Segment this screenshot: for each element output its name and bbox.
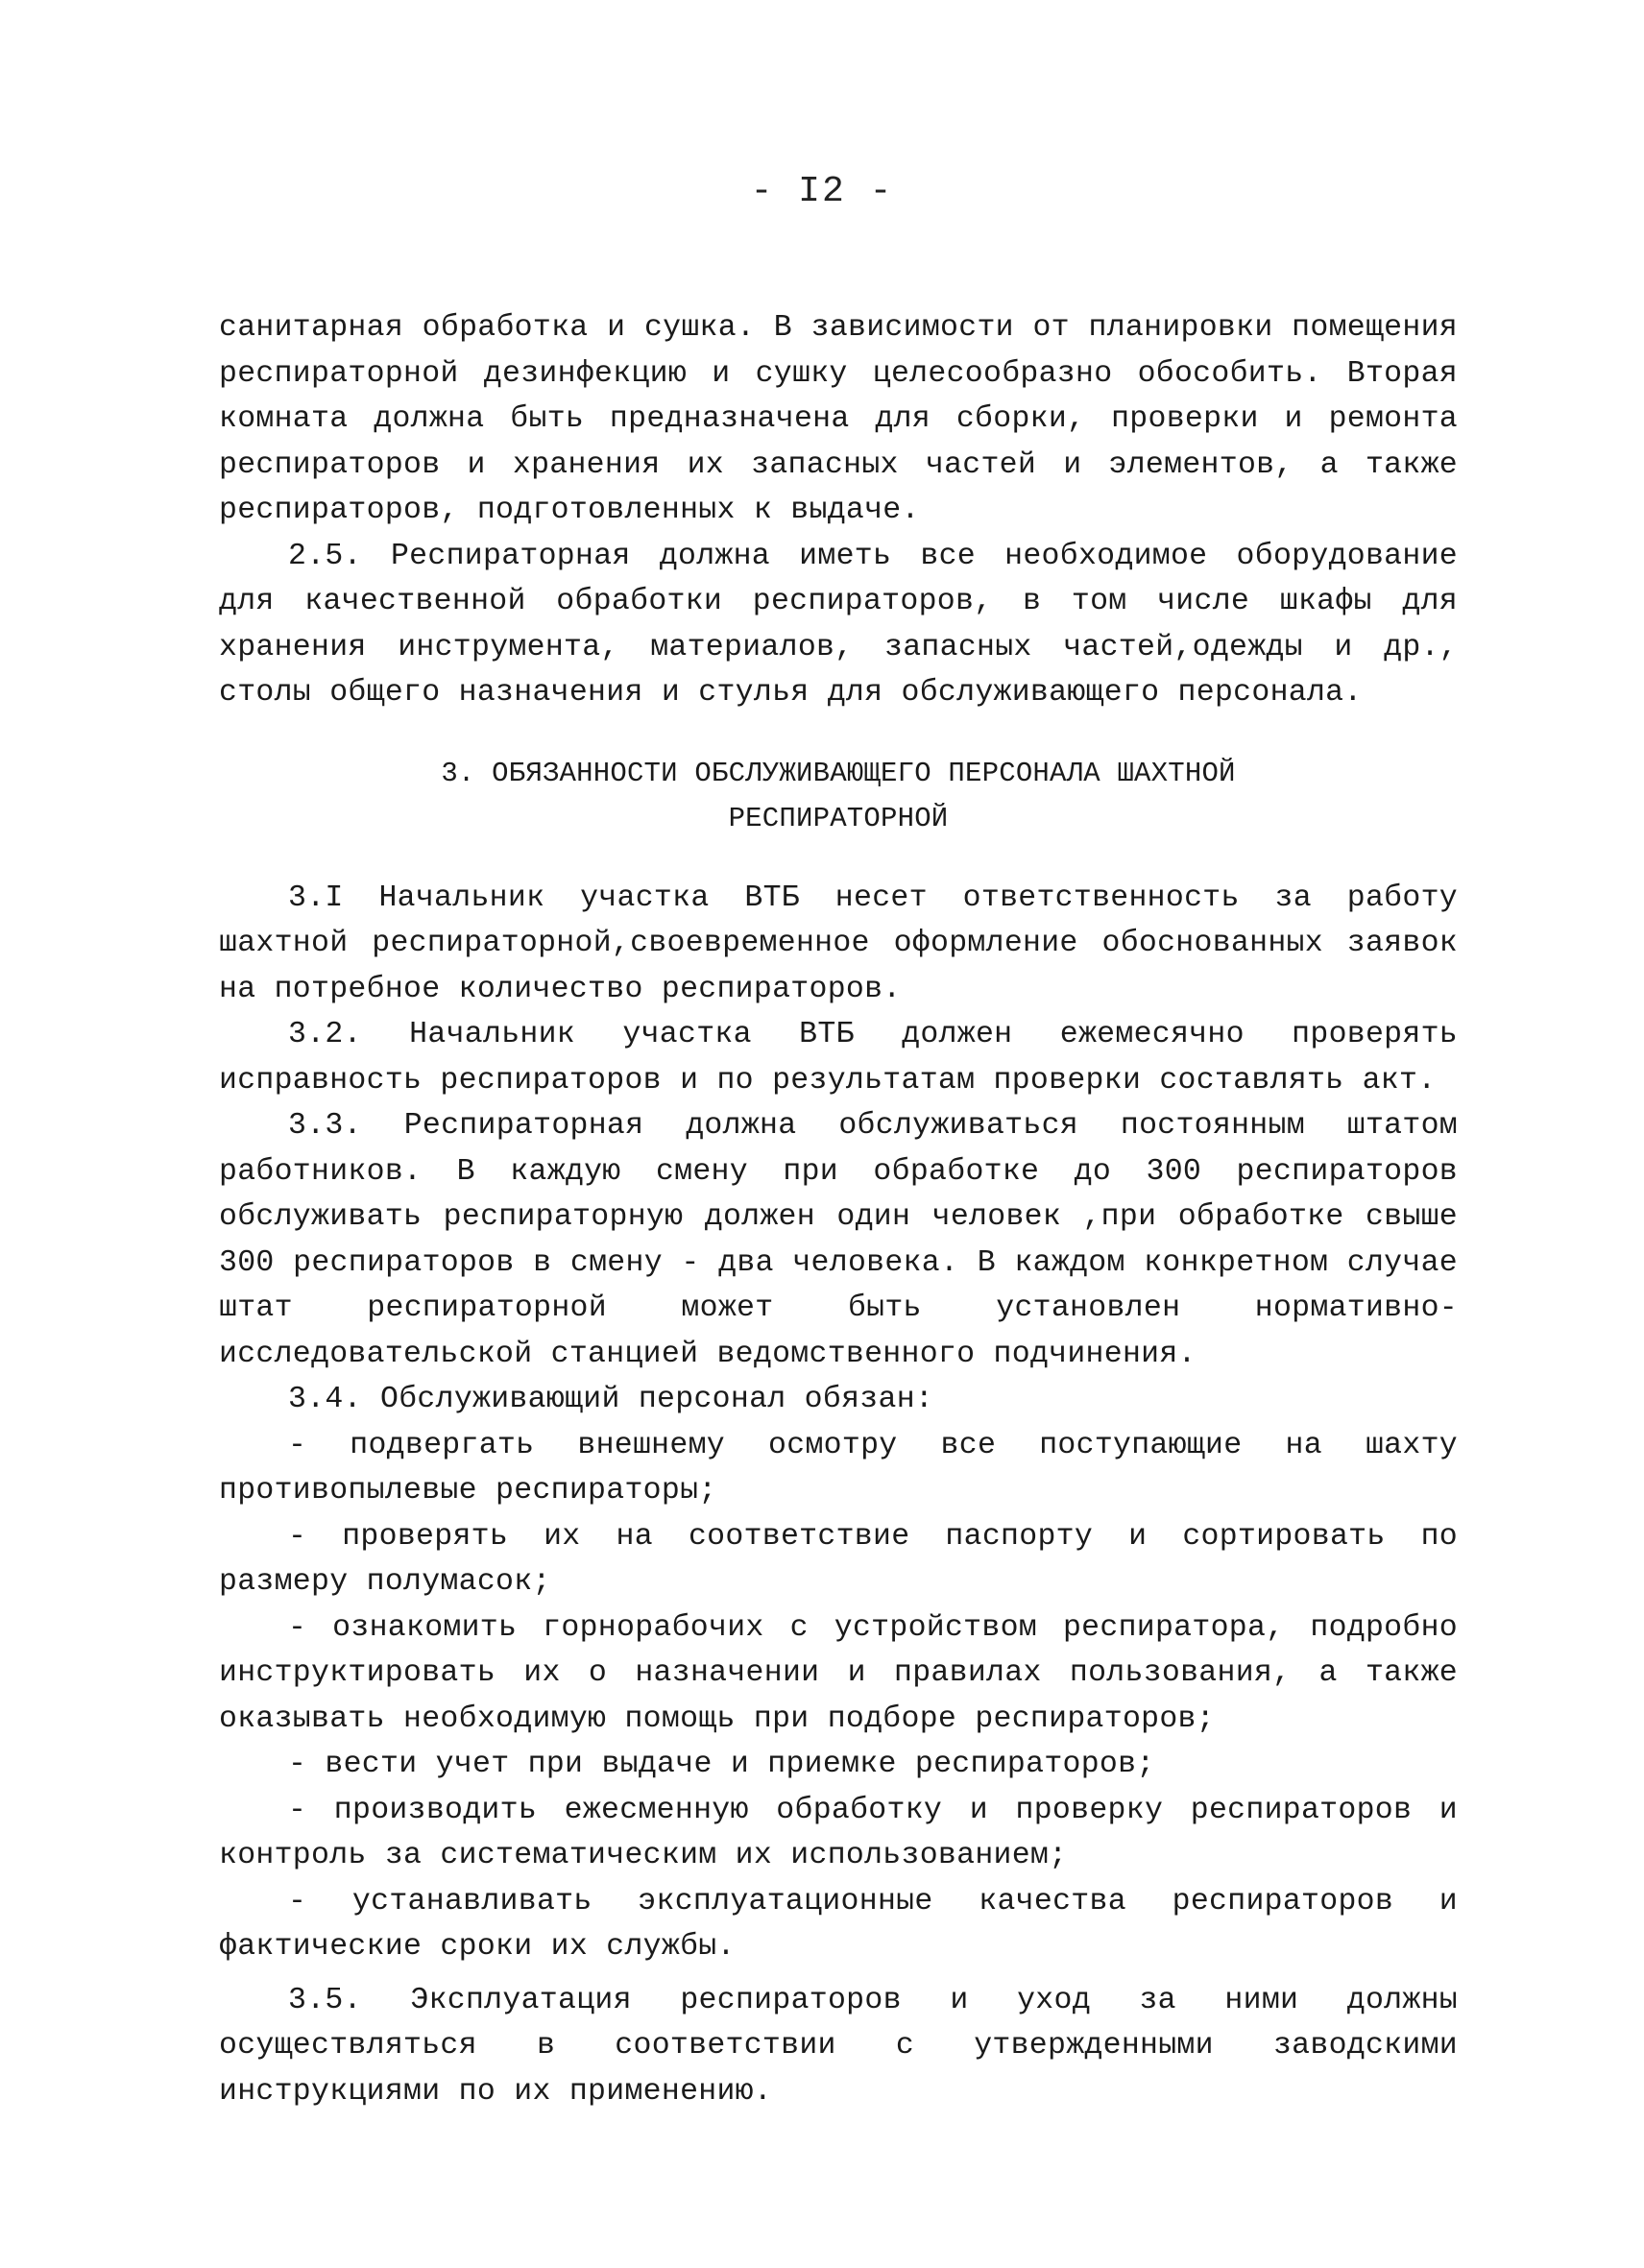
section-heading-line-2: РЕСПИРАТОРНОЙ [728,802,949,834]
paragraph-3-4: 3.4. Обслуживающий персонал обязан: [288,1383,934,1416]
section-heading [219,751,1458,841]
list-item-instruct-miners: - ознакомить горнорабочих с устройством респиратора, подробно инструктировать их о назначении и правилах пользования, а также оказывать необходимую помощь при подборе респираторов; [219,1610,1458,1736]
document-body [219,305,1458,2114]
list-item-check-passport: - проверять их на соответствие паспорту и сортировать по размеру полумасок; [219,1519,1458,1599]
paragraph-2-5: 2.5. Респираторная должна иметь все необходимое оборудование для качественной обработки респираторов, в том числе шкафы для хранения инструмента, материалов, запасных частей,одежды и др., столы общего назначения и стулья для обслуживающего персонала. [219,539,1458,710]
paragraph-sanitary-treatment: санитарная обработка и сушка. В зависимости от планировки помещения респираторной дезинфекцию и сушку целесообразно обособить. Вторая комната должна быть предназначена для сборки, проверки и ремонта респираторов и хранения их запасных частей и элементов, а также респираторов, подготовленных к выдаче. [219,311,1458,527]
paragraph-3-1: 3.I Начальник участка ВТБ несет ответственность за работу шахтной респираторной,своевременное оформление обоснованных заявок на потребное количество респираторов. [219,881,1458,1006]
paragraph-3-5: 3.5. Эксплуатация респираторов и уход за ними должны осуществляться в соответствии с утвержденными заводскими инструкциями по их применению. [219,1983,1458,2109]
list-item-service-life: - устанавливать эксплуатационные качества респираторов и фактические сроки их службы. [219,1884,1458,1964]
list-item-processing: - производить ежесменную обработку и проверку респираторов и контроль за систематическим их использованием; [219,1793,1458,1872]
paragraph-3-2: 3.2. Начальник участка ВТБ должен ежемесячно проверять исправность респираторов и по результатам проверки составлять акт. [219,1018,1458,1098]
paragraph-3-3: 3.3. Респираторная должна обслуживаться постоянным штатом работников. В каждую смену при обработке до 300 респираторов обслуживать респираторную должен один человек ,при обработке свыше 300 респираторов в смену - два человека. В каждом конкретном случае штат респираторной может быть установлен нормативно-исследовательской станцией ведомственного подчинения. [219,1109,1458,1371]
list-item-accounting: - вести учет при выдаче и приемке респираторов; [288,1748,1155,1781]
list-item-inspect: - подвергать внешнему осмотру все поступающие на шахту противопылевые респираторы; [219,1428,1458,1508]
page-number: - I2 - [750,171,894,212]
section-heading-line-1: 3. ОБЯЗАННОСТИ ОБСЛУЖИВАЮЩЕГО ПЕРСОНАЛА ШАХТНОЙ [441,757,1236,789]
